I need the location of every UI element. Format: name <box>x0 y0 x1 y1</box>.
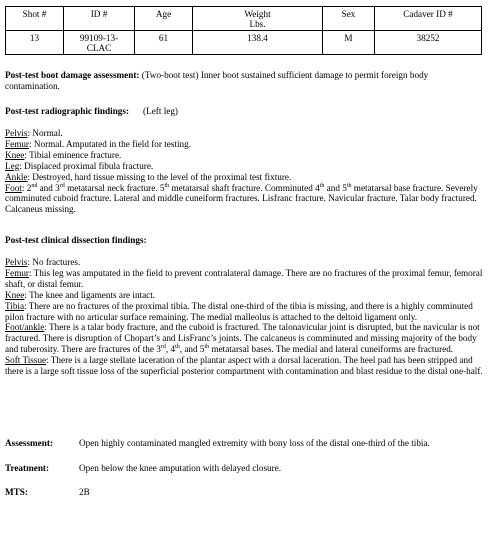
radiographic-ankle: Ankle: Destroyed, hard tissue missing to the level of the proximal test fixture. <box>5 171 292 182</box>
boot-damage-label: Post-test boot damage assessment: <box>5 70 140 80</box>
clinical-soft-tissue: Soft Tissue: There is a large stellate laceration of the plantar aspect with a dorsal laceration. The heel pad has been stripped and there is a large soft tissue loss of the superficial posterior compartment with contamination and blast residue to the distal one-half. <box>5 355 483 377</box>
clinical-femur: Femur: This leg was amputated in the field to prevent contralateral damage. There are no fractures of the proximal femur, femoral shaft, or distal femur. <box>5 267 483 289</box>
table-row <box>6 31 482 55</box>
radiographic-heading <box>5 106 483 117</box>
clinical-knee: Knee: The knee and ligaments are intact. <box>5 289 156 300</box>
radiographic-leg: Leg: Displaced proximal fibula fracture. <box>5 160 154 171</box>
radiographic-pelvis: Pelvis: Normal. <box>5 128 63 138</box>
assessment-value: Open highly contaminated mangled extremity with bony loss of the distal one-third of the tibia. <box>79 438 430 448</box>
header-weight: Weight Lbs. <box>193 7 323 31</box>
radiographic-foot: Foot: 2nd and 3rd metatarsal neck fracture. 5th metatarsal shaft fracture. Comminuted 4th and 5th metatarsal base fracture. Severely comminuted cuboid fracture. Lateral and middle cuneiform fractures. Lisfranc fracture. Navicular fracture. Talar body fractured. Calcaneus missing. <box>5 182 478 215</box>
clinical-heading-label: Post-test clinical dissection findings: <box>5 235 147 245</box>
cell-shot: 13 <box>6 31 64 55</box>
header-shot: Shot # <box>6 7 64 31</box>
cell-age: 61 <box>135 31 193 55</box>
cell-id: 99109-13- CLAC <box>64 31 135 55</box>
cell-cadaver-id: 38252 <box>375 31 482 55</box>
radiographic-findings <box>5 128 483 215</box>
clinical-findings <box>5 257 483 377</box>
radiographic-femur: Femur: Normal. Amputated in the field for testing. <box>5 138 192 149</box>
boot-damage-section <box>5 70 483 92</box>
radiographic-heading-label: Post-test radiographic findings: <box>5 106 130 116</box>
mts-label: MTS: <box>5 487 28 497</box>
mts-value: 2B <box>79 487 90 497</box>
subject-info-table <box>5 6 482 55</box>
header-age: Age <box>135 7 193 31</box>
cell-weight: 138.4 <box>193 31 323 55</box>
clinical-tibia: Tibia: There are no fractures of the proximal tibia. The distal one-third of the tibia is missing, and there is a highly comminuted pilon fracture with no articular surface remaining. The medial malleolus is attached to the deltoid ligament only. <box>5 300 473 322</box>
header-sex: Sex <box>323 7 375 31</box>
assessment-label: Assessment: <box>5 438 53 448</box>
clinical-pelvis: Pelvis: No fractures. <box>5 257 81 267</box>
boot-damage-text: (Two-boot test) Inner boot sustained sufficient damage to permit foreign body contamination. <box>5 70 429 91</box>
table-header-row <box>6 7 482 31</box>
clinical-heading <box>5 235 483 246</box>
header-cadaver-id: Cadaver ID # <box>375 7 482 31</box>
header-id: ID # <box>64 7 135 31</box>
treatment-value: Open below the knee amputation with delayed closure. <box>79 463 282 473</box>
treatment-label: Treatment: <box>5 463 50 473</box>
radiographic-knee: Knee: Tibial eminence fracture. <box>5 149 122 160</box>
clinical-foot-ankle: Foot/ankle: There is a talar body fracture, and the cuboid is fractured. The talonavicular joint is disrupted, but the navicular is not fractured. There is disruption of Chopart’s and LisFranc’s joints. The calcaneus is comminuted and missing majority of the body and tuberosity. There are fractures of the 3rd, 4th, and 5th metatarsal bases. The medial and lateral cuneiforms are fractured. <box>5 322 480 355</box>
cell-sex: M <box>323 31 375 55</box>
radiographic-side: (Left leg) <box>143 106 178 116</box>
